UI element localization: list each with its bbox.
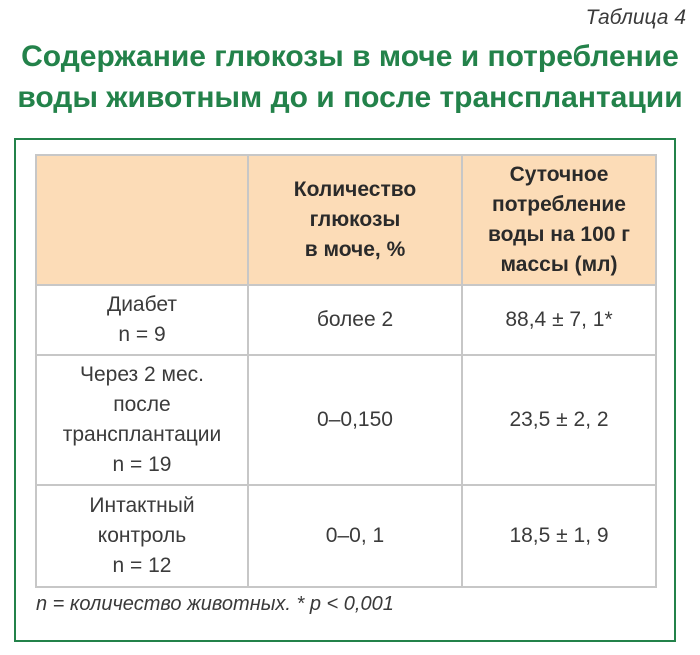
group-line: n = 19 <box>112 453 172 476</box>
header-water-line: массы (мл) <box>500 253 618 276</box>
group-line: Интактный <box>89 494 195 517</box>
header-water-line: потребление <box>492 193 626 216</box>
group-line: контроль <box>97 524 187 547</box>
group-line: трансплантации <box>62 423 222 446</box>
header-glucose-line: Количество <box>293 178 417 201</box>
group-line: Диабет <box>106 293 178 316</box>
header-cell-glucose <box>248 155 462 285</box>
header-cell-water <box>462 155 656 285</box>
header-glucose-line: в моче, % <box>304 238 406 261</box>
table-row <box>36 285 656 355</box>
water-cell: 18,5 ± 1, 9 <box>462 485 656 587</box>
table-frame <box>14 138 676 642</box>
table-number: Таблица 4 <box>585 6 686 29</box>
table-row <box>36 355 656 485</box>
title-line-2: воды животным до и после трансплантации <box>17 81 683 114</box>
group-line: Через 2 мес. <box>79 363 204 386</box>
footnote: n = количество животных. * p < 0,001 <box>36 593 394 615</box>
group-cell <box>36 485 248 587</box>
group-cell <box>36 285 248 355</box>
header-water-line: Суточное <box>509 163 609 186</box>
title-line-1: Содержание глюкозы в моче и потребление <box>21 40 679 73</box>
table-row <box>36 485 656 587</box>
glucose-cell: более 2 <box>248 285 462 355</box>
header-cell-empty <box>36 155 248 285</box>
header-row <box>36 155 656 285</box>
group-cell <box>36 355 248 485</box>
water-cell: 23,5 ± 2, 2 <box>462 355 656 485</box>
group-line: n = 12 <box>112 554 172 577</box>
glucose-cell: 0–0, 1 <box>248 485 462 587</box>
glucose-cell: 0–0,150 <box>248 355 462 485</box>
group-line: n = 9 <box>118 323 166 346</box>
data-table <box>35 154 657 588</box>
header-water-line: воды на 100 г <box>487 223 631 246</box>
water-cell: 88,4 ± 7, 1* <box>462 285 656 355</box>
header-glucose-line: глюкозы <box>309 208 401 231</box>
group-line: после <box>113 393 171 416</box>
table-title <box>0 36 700 118</box>
